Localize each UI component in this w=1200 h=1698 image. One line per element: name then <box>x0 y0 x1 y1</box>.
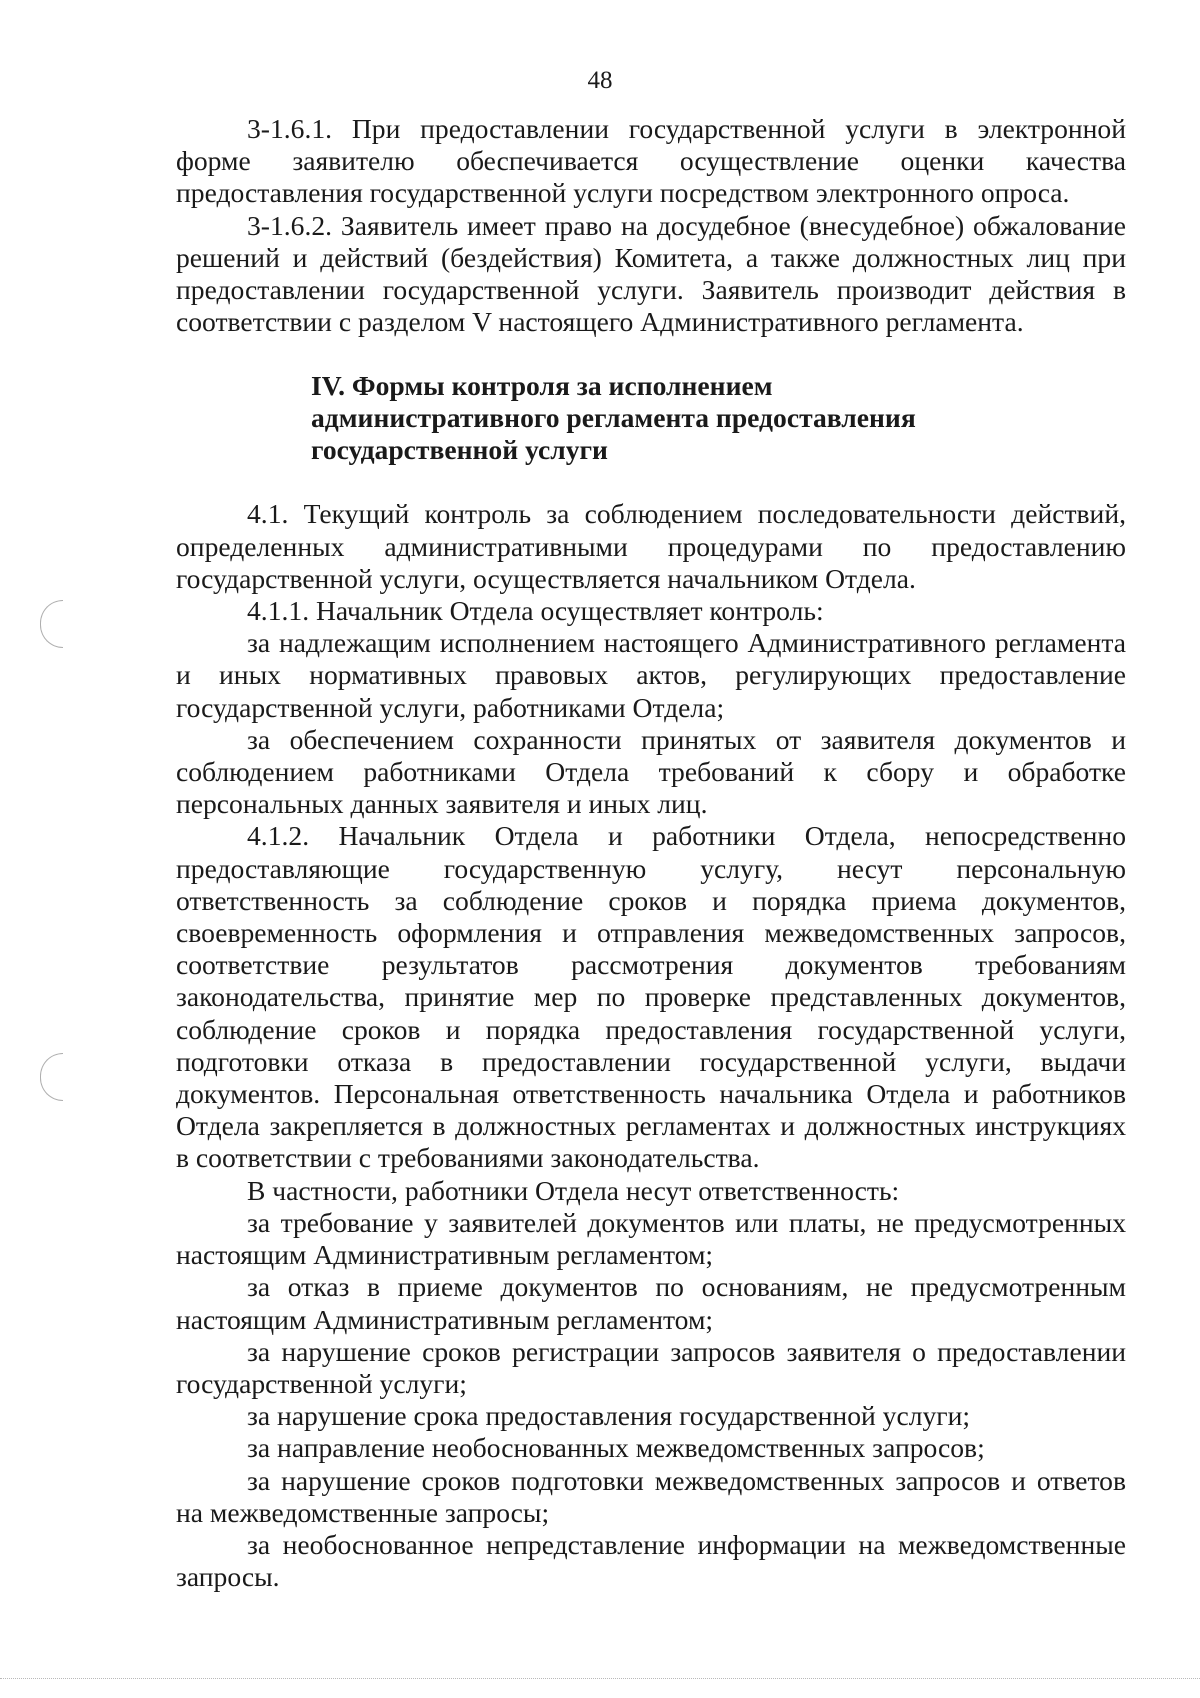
paragraph-3-1-6-2: 3-1.6.2. Заявитель имеет право на досудебное (внесудебное) обжалование решений и действий (бездействия) Комитета, а также должностных лиц при предоставлении государственной услуги. Заявитель производит действия в соответствии с разделом V настоящего Административного регламента. <box>176 209 1126 338</box>
responsibility-item: за нарушение сроков регистрации запросов заявителя о предоставлении государственной услуги; <box>176 1335 1126 1399</box>
responsibility-item: за нарушение сроков подготовки межведомственных запросов и ответов на межведомственные запросы; <box>176 1464 1126 1528</box>
punch-hole-mark <box>40 1053 63 1101</box>
control-item: за надлежащим исполнением настоящего Административного регламента и иных нормативных правовых актов, регулирующих предоставление государственной услуги, работниками Отдела; <box>176 627 1126 723</box>
punch-hole-mark <box>40 600 63 648</box>
paragraph-4-1-2: 4.1.2. Начальник Отдела и работники Отдела, непосредственно предоставляющие государственную услугу, несут персональную ответственность за соблюдение сроков и порядка приема документов, своевременность оформления и отправления межведомственных запросов, соответствие результатов рассмотрения документов требованиям законодательства, принятие мер по проверке представленных документов, соблюдение сроков и порядка предоставления государственной услуги, подготовки отказа в предоставлении государственной услуги, выдачи документов. Персональная ответственность начальника Отдела и работников Отдела закрепляется в должностных регламентах и должностных инструкциях в соответствии с требованиями законодательства. <box>176 820 1126 1174</box>
scan-edge-line <box>0 1678 1200 1679</box>
responsibility-item: за нарушение срока предоставления государственной услуги; <box>247 1400 971 1432</box>
control-item: за обеспечением сохранности принятых от заявителя документов и соблюдением работниками Отдела требований к сбору и обработке персональных данных заявителя и иных лиц. <box>176 723 1126 820</box>
section-heading: IV. Формы контроля за исполнением административного регламента предоставления государственной услуги <box>311 370 916 466</box>
paragraph-3-1-6-1: 3-1.6.1. При предоставлении государственной услуги в электронной форме заявителю обеспечивается осуществление оценки качества предоставления государственной услуги посредством электронного опроса. <box>176 113 1126 209</box>
responsibility-item: за необоснованное непредставление информации на межведомственные запросы. <box>176 1528 1126 1593</box>
responsibility-intro: В частности, работники Отдела несут ответственность: <box>247 1174 900 1206</box>
responsibility-item: за направление необоснованных межведомственных запросов; <box>247 1432 985 1464</box>
paragraph-4-1: 4.1. Текущий контроль за соблюдением последовательности действий, определенных административными процедурами по предоставлению государственной услуги, осуществляется начальником Отдела. <box>176 498 1126 594</box>
responsibility-item: за отказ в приеме документов по основаниям, не предусмотренным настоящим Административным регламентом; <box>176 1271 1126 1335</box>
page-number: 48 <box>587 67 613 94</box>
document-body <box>176 113 1126 1593</box>
paragraph-4-1-1: 4.1.1. Начальник Отдела осуществляет контроль: <box>247 595 824 627</box>
responsibility-item: за требование у заявителей документов или платы, не предусмотренных настоящим Административным регламентом; <box>176 1206 1126 1271</box>
